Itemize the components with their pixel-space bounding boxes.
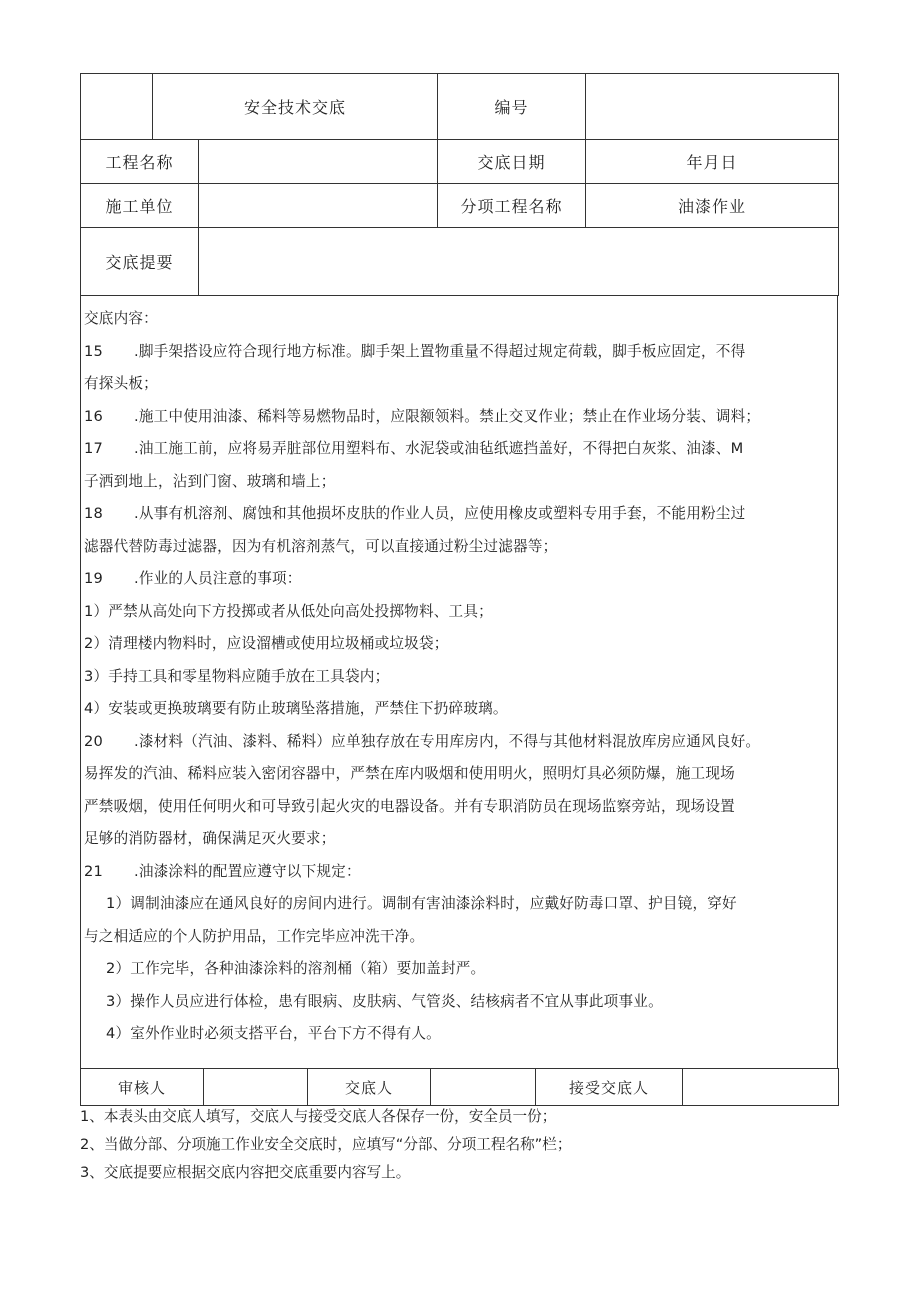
clause-number: 21 (84, 862, 103, 880)
content-line (84, 823, 837, 856)
discloser-label: 交底人 (308, 1069, 431, 1106)
clause-number: 17 (84, 440, 103, 457)
form-title: 安全技术交底 (153, 74, 438, 140)
clause-text: .漆材料（汽油、漆料、稀料）应单独存放在专用库房内，不得与其他材料混放库房应通风良好。 (134, 732, 761, 750)
clause-text: 3）手持工具和零星物料应随手放在工具袋内； (84, 667, 390, 685)
clause-text: 1）调制油漆应在通风良好的房间内进行。调制有害油漆涂料时，应戴好防毒口罩、护目镜，穿好 (106, 895, 737, 912)
title-row (81, 74, 839, 140)
content-line (84, 401, 837, 434)
clause-text: .油漆涂料的配置应遵守以下规定： (134, 862, 361, 880)
clause-text: .油工施工前，应将易弄脏部位用塑料布、水泥袋或油毡纸遮挡盖好，不得把白灰浆、油漆、M (134, 440, 744, 457)
signoff-row (81, 1069, 839, 1106)
clause-number: 19 (84, 570, 103, 587)
footnote: 3、交底提要应根据交底内容把交底重要内容写上。 (80, 1164, 411, 1181)
clause-text: 有探头板； (84, 375, 158, 392)
content-line (84, 888, 837, 921)
content-body (81, 295, 837, 1051)
content-line (84, 1018, 837, 1051)
clause-text: 4）室外作业时必须支搭平台，平台下方不得有人。 (106, 1025, 441, 1042)
content-line (84, 628, 837, 661)
content-line (84, 661, 837, 694)
content-line (84, 953, 837, 986)
project-name-field[interactable] (199, 140, 438, 184)
project-row (81, 140, 839, 184)
content-line (84, 336, 837, 369)
content-heading: 交底内容： (84, 310, 158, 327)
content-line (84, 466, 837, 499)
reviewer-label: 审核人 (81, 1069, 204, 1106)
clause-number: 18 (84, 505, 103, 522)
clause-number: 15 (84, 342, 103, 360)
subproject-field[interactable]: 油漆作业 (586, 184, 839, 228)
content-line (84, 726, 837, 759)
clause-text: .脚手架搭设应符合现行地方标准。脚手架上置物重量不得超过规定荷载，脚手板应固定，不得 (134, 342, 746, 360)
clause-text: 2）工作完毕，各种油漆涂料的溶剂桶（箱）要加盖封严。 (106, 960, 486, 977)
date-field[interactable]: 年月日 (586, 140, 839, 184)
content-line (84, 791, 837, 824)
clause-text: .从事有机溶剂、腐蚀和其他损坏皮肤的作业人员，应使用橡皮或塑料专用手套，不能用粉尘过 (134, 505, 746, 522)
clause-text: .作业的人员注意的事项： (134, 570, 302, 587)
clause-text: 3）操作人员应进行体检，患有眼病、皮肤病、气管炎、结核病者不宜从事此项事业。 (106, 992, 663, 1010)
clause-text: 子洒到地上，沾到门窗、玻璃和墙上； (84, 472, 336, 490)
date-label: 交底日期 (438, 140, 586, 184)
content-line (84, 921, 837, 954)
unit-label: 施工单位 (81, 184, 199, 228)
clause-text: 1）严禁从高处向下方投掷或者从低处向高处投掷物料、工具； (84, 602, 493, 620)
unit-row (81, 184, 839, 228)
code-field[interactable] (586, 74, 839, 140)
content-line (84, 856, 837, 889)
project-name-label: 工程名称 (81, 140, 199, 184)
content-line (84, 986, 837, 1019)
footnote: 2、当做分部、分项施工作业安全交底时，应填写“分部、分项工程名称”栏； (80, 1136, 572, 1153)
signoff-table (80, 1068, 839, 1106)
title-blank-cell (81, 74, 153, 140)
content-line (84, 693, 837, 726)
clause-text: 4）安装或更换玻璃要有防止玻璃坠落措施，严禁住下扔碎玻璃。 (84, 700, 508, 717)
receiver-label: 接受交底人 (536, 1069, 683, 1106)
reviewer-field[interactable] (204, 1069, 308, 1106)
clause-text: 严禁吸烟，使用任何明火和可导致引起火灾的电器设备。并有专职消防员在现场监察旁站，现场设置 (84, 797, 735, 815)
unit-field[interactable] (199, 184, 438, 228)
clause-number: 16 (84, 407, 103, 425)
content-line (84, 498, 837, 531)
clause-text: 2）清理楼内物料时，应设溜槽或使用垃圾桶或垃圾袋； (84, 635, 449, 652)
clause-text: 足够的消防器材，确保满足灭火要求； (84, 830, 336, 847)
footnotes (80, 1103, 840, 1187)
clause-text: 滤器代替防毒过滤器，因为有机溶剂蒸气，可以直接通过粉尘过滤器等； (84, 537, 558, 555)
clause-text: .施工中使用油漆、稀料等易燃物品时，应限额领料。禁止交叉作业；禁止在作业场分装、调料； (134, 407, 761, 425)
content-line (84, 531, 837, 564)
header-table (80, 73, 839, 296)
content-line (84, 563, 837, 596)
summary-field[interactable] (199, 228, 839, 296)
summary-row (81, 228, 839, 296)
discloser-field[interactable] (431, 1069, 536, 1106)
content-section (80, 295, 838, 1068)
subproject-label: 分项工程名称 (438, 184, 586, 228)
summary-label: 交底提要 (81, 228, 199, 296)
content-line (84, 368, 837, 401)
code-label: 编号 (438, 74, 586, 140)
clause-number: 20 (84, 732, 103, 750)
content-line (84, 758, 837, 791)
content-line (84, 433, 837, 466)
clause-text: 与之相适应的个人防护用品，工作完毕应冲洗干净。 (84, 927, 425, 945)
content-line (84, 596, 837, 629)
footnote: 1、本表头由交底人填写，交底人与接受交底人各保存一份，安全员一份； (80, 1108, 557, 1125)
receiver-field[interactable] (683, 1069, 839, 1106)
clause-text: 易挥发的汽油、稀料应装入密闭容器中，严禁在库内吸烟和使用明火，照明灯具必须防爆，施工现场 (84, 765, 735, 782)
